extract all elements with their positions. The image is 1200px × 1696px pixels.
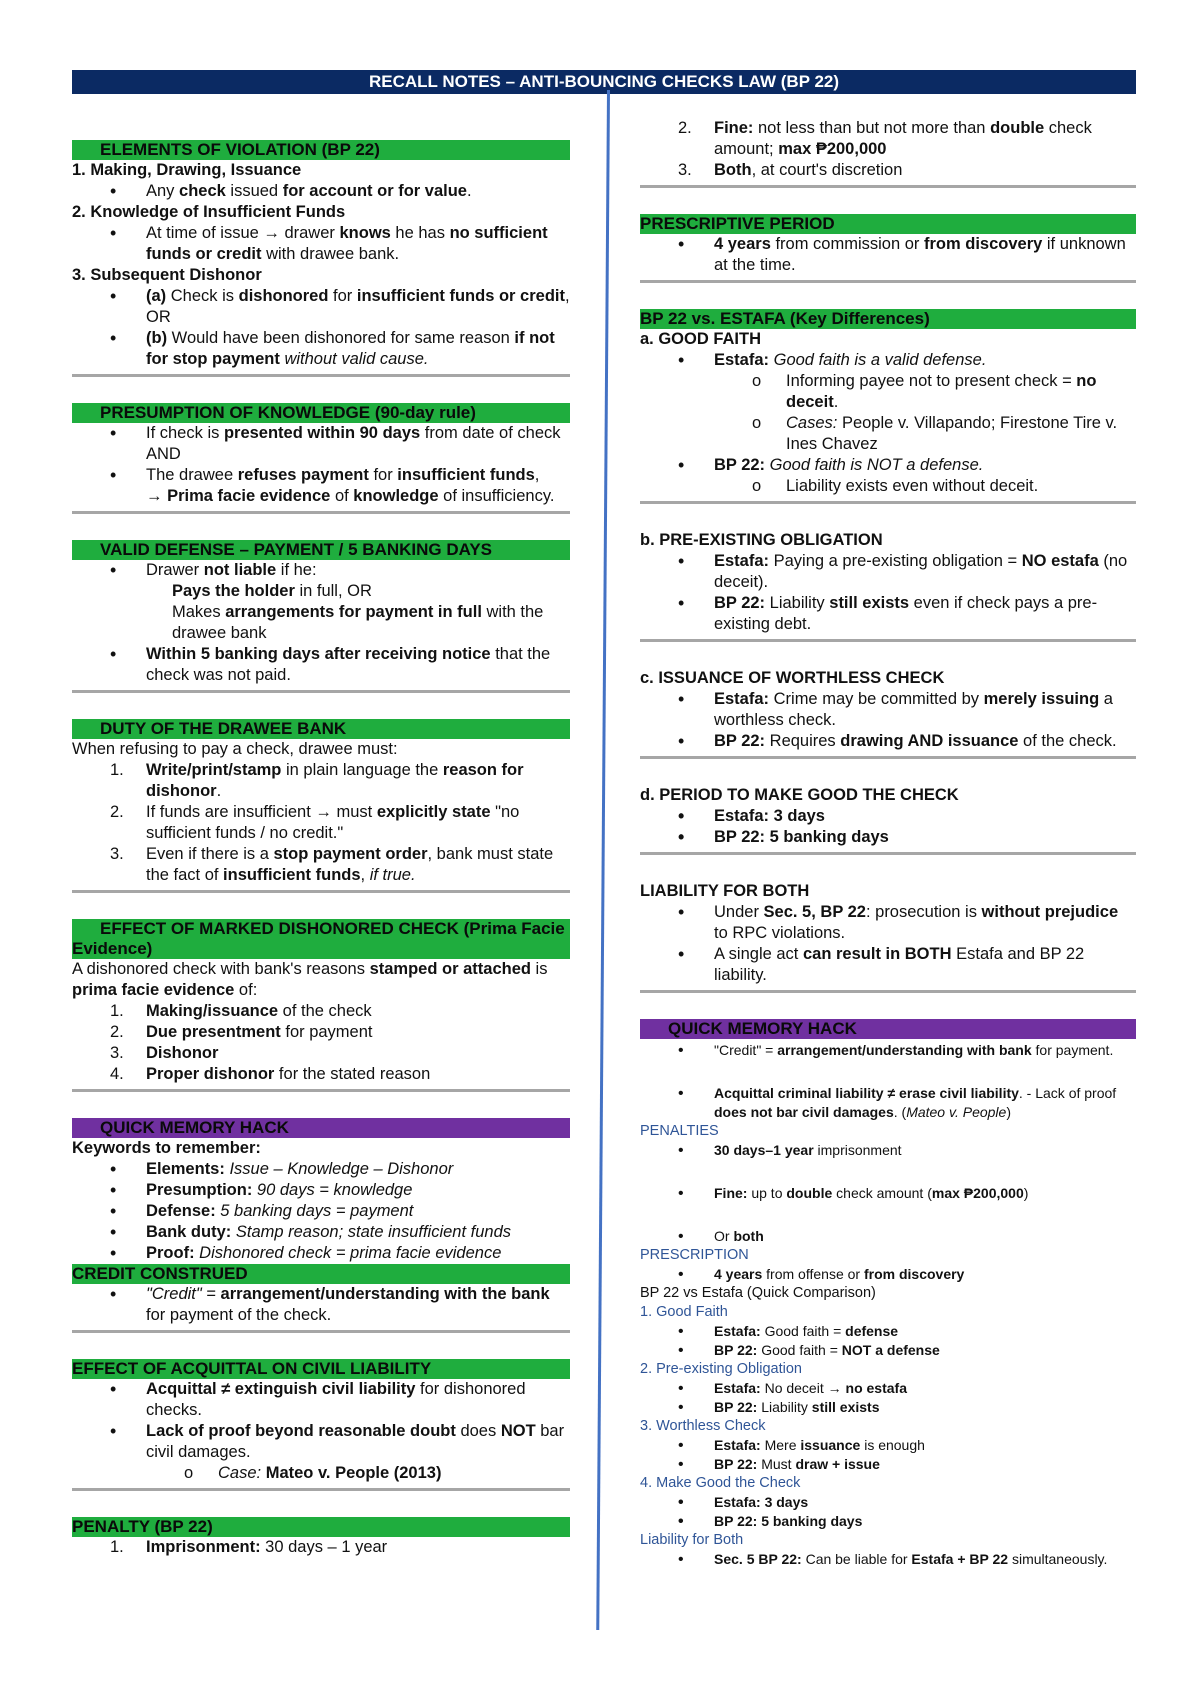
list-item: • "Credit" = arrangement/understanding with bank for payment. (640, 1041, 1136, 1060)
list-item: • BP 22: Must draw + issue (640, 1455, 1136, 1474)
section-liability-both (640, 881, 1136, 993)
list-item: • Estafa: Mere issuance is enough (640, 1436, 1136, 1455)
subheading: 4. Make Good the Check (640, 1475, 801, 1491)
list-item: • BP 22: Liability still exists even if check pays a pre-existing debt. (640, 593, 1136, 635)
list-item: 2. Fine: not less than but not more than double check amount; max ₱200,000 (678, 119, 1092, 158)
section-rule (640, 756, 1136, 759)
list-item: • Estafa: Good faith is a valid defense. (640, 350, 1136, 371)
list-item: 2. If funds are insufficient → must explicitly state "no sufficient funds / no credit." (110, 803, 520, 842)
list-item: • Acquittal ≠ extinguish civil liability for dishonored checks. (72, 1379, 570, 1421)
list-item: • The drawee refuses payment for insufficient funds, → Prima facie evidence of knowledge of insufficiency. (72, 465, 570, 507)
section-header: VALID DEFENSE – PAYMENT / 5 BANKING DAYS (72, 540, 570, 560)
list-item: • BP 22: Good faith is NOT a defense. (640, 455, 1136, 476)
section-rule (72, 890, 570, 893)
list-item: • 4 years from commission or from discovery if unknown at the time. (640, 234, 1136, 276)
section-memory-hack-1 (72, 1118, 570, 1264)
section-rule (640, 639, 1136, 642)
penalty-continued (640, 118, 1136, 181)
list-item: • Acquittal criminal liability ≠ erase civil liability. - Lack of proof does not bar civil damages. (Mateo v. People) (640, 1084, 1136, 1122)
section-rule (640, 990, 1136, 993)
section-header: PENALTY (BP 22) (72, 1517, 570, 1537)
list-item: 1. Write/print/stamp in plain language the reason for dishonor. (110, 761, 524, 800)
section-rule (640, 501, 1136, 504)
section-credit (72, 1264, 570, 1333)
list-item: • Estafa: 3 days (640, 1493, 1136, 1512)
list-item: • Estafa: No deceit → no estafa (640, 1379, 1136, 1398)
right-column (640, 118, 1136, 1569)
subheading: a. GOOD FAITH (640, 330, 762, 348)
subheading: 2. Pre-existing Obligation (640, 1361, 802, 1377)
section-rule (640, 185, 1136, 188)
list-item: • Lack of proof beyond reasonable doubt does NOT bar civil damages. (72, 1421, 570, 1463)
list-item: 1. Imprisonment: 30 days – 1 year (110, 1538, 388, 1556)
section-header: EFFECT OF MARKED DISHONORED CHECK (Prima Facie Evidence) (72, 919, 570, 959)
list-item: 2. Due presentment for payment (110, 1023, 373, 1041)
list-item: 3. Even if there is a stop payment order, bank must state the fact of insufficient funds, if true. (110, 845, 554, 884)
section-header: BP 22 vs. ESTAFA (Key Differences) (640, 309, 1136, 329)
subheading: 1. Good Faith (640, 1304, 728, 1320)
document-title: RECALL NOTES – ANTI-BOUNCING CHECKS LAW (BP 22) (72, 70, 1136, 94)
list-item: • Fine: up to double check amount (max ₱200,000) (640, 1184, 1136, 1203)
list-item: o Informing payee not to present check = no deceit. (640, 371, 1136, 413)
section-rule (640, 280, 1136, 283)
list-item: • A single act can result in BOTH Estafa and BP 22 liability. (640, 944, 1136, 986)
element-2: 2. Knowledge of Insufficient Funds (72, 203, 346, 221)
section-rule (72, 1089, 570, 1092)
section-rule (72, 374, 570, 377)
section-marked-check (72, 919, 570, 1092)
list-item: 4. Proper dishonor for the stated reason (110, 1065, 431, 1083)
list-item: • Presumption: 90 days = knowledge (72, 1180, 570, 1201)
section-rule (72, 511, 570, 514)
list-item: 3. Both, at court's discretion (678, 161, 903, 179)
section-presumption (72, 403, 570, 514)
list-item: • 30 days–1 year imprisonment (640, 1141, 1136, 1160)
intro-text: Keywords to remember: (72, 1139, 261, 1157)
list-item: • Estafa: Paying a pre-existing obligation = NO estafa (no deceit). (640, 551, 1136, 593)
list-item: • Proof: Dishonored check = prima facie evidence (72, 1243, 570, 1264)
section-rule (640, 852, 1136, 855)
section-header: QUICK MEMORY HACK (72, 1118, 570, 1138)
element-1: 1. Making, Drawing, Issuance (72, 161, 302, 179)
subheading: PENALTIES (640, 1123, 719, 1139)
column-divider (596, 90, 610, 1630)
section-header: EFFECT OF ACQUITTAL ON CIVIL LIABILITY (72, 1359, 570, 1379)
intro-text: When refusing to pay a check, drawee must: (72, 740, 398, 758)
list-item: o Cases: People v. Villapando; Firestone Tire v. Ines Chavez (640, 413, 1136, 455)
section-elements (72, 140, 570, 377)
list-item: • (b) Would have been dishonored for same reason if not for stop payment without valid cause. (72, 328, 570, 370)
list-item: Pays the holder in full, OR (172, 582, 372, 600)
subheading: BP 22 vs Estafa (Quick Comparison) (640, 1285, 876, 1301)
list-item: • BP 22: 5 banking days (640, 827, 1136, 848)
section-header: ELEMENTS OF VIOLATION (BP 22) (72, 140, 570, 160)
section-prescriptive (640, 214, 1136, 283)
subheading: LIABILITY FOR BOTH (640, 882, 810, 900)
list-item: • BP 22: Liability still exists (640, 1398, 1136, 1417)
section-header: PRESUMPTION OF KNOWLEDGE (90-day rule) (72, 403, 570, 423)
section-valid-defense (72, 540, 570, 693)
list-item: • Drawer not liable if he: (72, 560, 570, 581)
left-column (72, 114, 570, 1558)
list-item: o Case: Mateo v. People (2013) (72, 1463, 570, 1484)
list-item: • BP 22: Good faith = NOT a defense (640, 1341, 1136, 1360)
section-drawee-duty (72, 719, 570, 893)
list-item: • "Credit" = arrangement/understanding with the bank for payment of the check. (72, 1284, 570, 1326)
intro-text: A dishonored check with bank's reasons stamped or attached is prima facie evidence of: (72, 960, 548, 999)
list-item: • (a) Check is dishonored for insufficient funds or credit, OR (72, 286, 570, 328)
list-item: • Under Sec. 5, BP 22: prosecution is without prejudice to RPC violations. (640, 902, 1136, 944)
section-acquittal (72, 1359, 570, 1491)
list-item: • At time of issue → drawer knows he has no sufficient funds or credit with drawee bank. (72, 223, 570, 265)
list-item: • Or both (640, 1227, 1136, 1246)
section-header: CREDIT CONSTRUED (72, 1264, 570, 1284)
list-item: • If check is presented within 90 days from date of check AND (72, 423, 570, 465)
section-header: QUICK MEMORY HACK (640, 1019, 1136, 1039)
list-item: • Sec. 5 BP 22: Can be liable for Estafa + BP 22 simultaneously. (640, 1550, 1136, 1569)
list-item: • Defense: 5 banking days = payment (72, 1201, 570, 1222)
list-item: • Within 5 banking days after receiving notice that the check was not paid. (72, 644, 570, 686)
list-item: • Estafa: Crime may be committed by merely issuing a worthless check. (640, 689, 1136, 731)
list-item: • BP 22: 5 banking days (640, 1512, 1136, 1531)
list-item: o Liability exists even without deceit. (640, 476, 1136, 497)
subheading: PRESCRIPTION (640, 1247, 749, 1263)
subheading: b. PRE-EXISTING OBLIGATION (640, 531, 883, 549)
section-rule (72, 690, 570, 693)
list-item: • Elements: Issue – Knowledge – Dishonor (72, 1159, 570, 1180)
list-item: • Estafa: 3 days (640, 806, 1136, 827)
list-item: • BP 22: Requires drawing AND issuance of the check. (640, 731, 1136, 752)
section-memory-hack-2 (640, 1019, 1136, 1569)
subheading: 3. Worthless Check (640, 1418, 766, 1434)
subheading: c. ISSUANCE OF WORTHLESS CHECK (640, 669, 945, 687)
list-item: • 4 years from offense or from discovery (640, 1265, 1136, 1284)
section-header: DUTY OF THE DRAWEE BANK (72, 719, 570, 739)
list-item: 1. Making/issuance of the check (110, 1002, 372, 1020)
subheading: Liability for Both (640, 1532, 744, 1548)
section-rule (72, 1488, 570, 1491)
section-rule (72, 1330, 570, 1333)
element-3: 3. Subsequent Dishonor (72, 266, 262, 284)
section-penalty (72, 1517, 570, 1558)
section-header: PRESCRIPTIVE PERIOD (640, 214, 1136, 234)
list-item: Makes arrangements for payment in full with the drawee bank (172, 603, 544, 642)
list-item: 3. Dishonor (110, 1044, 219, 1062)
list-item: • Any check issued for account or for value. (72, 181, 570, 202)
subheading: d. PERIOD TO MAKE GOOD THE CHECK (640, 786, 959, 804)
list-item: • Bank duty: Stamp reason; state insufficient funds (72, 1222, 570, 1243)
section-bp22-vs-estafa (640, 309, 1136, 855)
list-item: • Estafa: Good faith = defense (640, 1322, 1136, 1341)
